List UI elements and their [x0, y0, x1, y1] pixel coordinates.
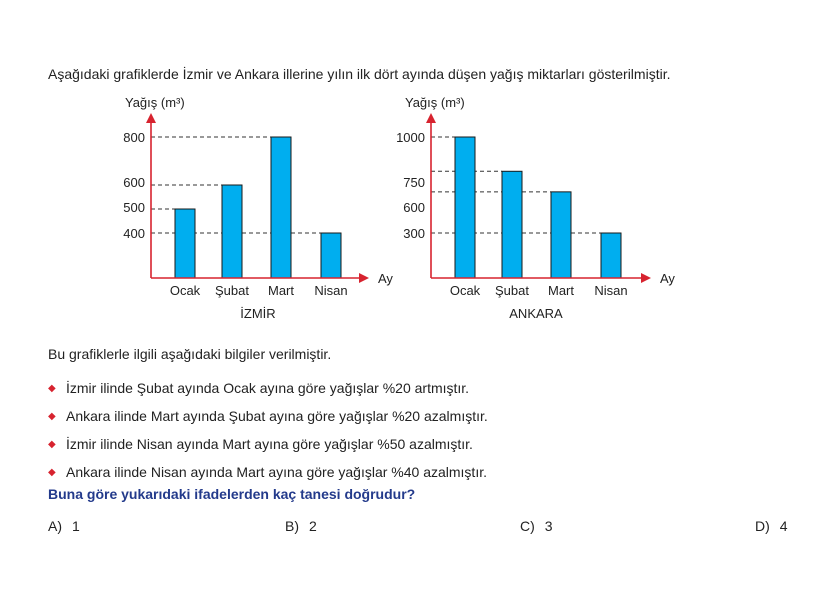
- y-axis-label: Yağış (m³): [125, 95, 185, 110]
- y-tick-label: 400: [123, 226, 145, 241]
- bar: [175, 209, 195, 278]
- chart-title: İZMİR: [240, 306, 276, 321]
- x-tick-label: Nisan: [314, 283, 348, 298]
- statement-item: [48, 458, 488, 486]
- option-c[interactable]: [520, 518, 553, 534]
- chart-title: ANKARA: [509, 306, 563, 321]
- diamond-bullet-icon: ◆: [48, 410, 56, 422]
- x-axis-label: Ay: [378, 271, 393, 286]
- x-tick-label: Mart: [268, 283, 294, 298]
- diamond-bullet-icon: ◆: [48, 438, 56, 450]
- x-tick-label: Mart: [548, 283, 574, 298]
- bar-chart-izmir: [123, 95, 393, 321]
- x-tick-label: Nisan: [594, 283, 628, 298]
- x-tick-label: Ocak: [449, 283, 481, 298]
- y-tick-label: 500: [123, 200, 145, 215]
- info-text: Bu grafiklerle ilgili aşağıdaki bilgiler verilmiştir.: [48, 346, 332, 362]
- option-value: 2: [309, 518, 317, 534]
- intro-text: Aşağıdaki grafiklerde İzmir ve Ankara illerine yılın ilk dört ayında düşen yağış miktarları gösterilmiştir.: [48, 66, 671, 82]
- question-text: Buna göre yukarıdaki ifadelerden kaç tanesi doğrudur?: [48, 486, 416, 502]
- x-tick-label: Şubat: [215, 283, 249, 298]
- y-tick-label: 300: [403, 226, 425, 241]
- bar: [502, 171, 522, 278]
- bar: [601, 233, 621, 278]
- x-tick-label: Ocak: [169, 283, 201, 298]
- option-label: B): [285, 518, 299, 534]
- statement-text: İzmir ilinde Nisan ayında Mart ayına göre yağışlar %50 azalmıştır.: [66, 436, 473, 452]
- bar-chart-ankara: [396, 95, 675, 321]
- option-label: A): [48, 518, 62, 534]
- option-b[interactable]: [285, 518, 317, 534]
- statement-text: Ankara ilinde Mart ayında Şubat ayına göre yağışlar %20 azalmıştır.: [66, 408, 488, 424]
- statement-text: Ankara ilinde Nisan ayında Mart ayına göre yağışlar %40 azalmıştır.: [66, 464, 487, 480]
- statement-item: [48, 374, 488, 402]
- y-tick-label: 1000: [396, 130, 425, 145]
- option-label: D): [755, 518, 770, 534]
- x-tick-label: Şubat: [495, 283, 529, 298]
- statement-text: İzmir ilinde Şubat ayında Ocak ayına göre yağışlar %20 artmıştır.: [66, 380, 470, 396]
- y-tick-label: 750: [403, 175, 425, 190]
- y-tick-label: 600: [403, 200, 425, 215]
- y-axis-label: Yağış (m³): [405, 95, 465, 110]
- x-axis-label: Ay: [660, 271, 675, 286]
- y-tick-label: 800: [123, 130, 145, 145]
- bar: [271, 137, 291, 278]
- option-value: 3: [544, 518, 553, 534]
- bar: [455, 137, 475, 278]
- statement-item: [48, 430, 488, 458]
- option-value: 1: [72, 518, 80, 534]
- bar: [551, 192, 571, 278]
- statement-item: [48, 402, 488, 430]
- bar: [222, 185, 242, 278]
- y-tick-label: 600: [123, 175, 145, 190]
- option-label: C): [520, 518, 535, 534]
- statement-list: [48, 374, 488, 486]
- option-d[interactable]: [755, 518, 788, 534]
- diamond-bullet-icon: ◆: [48, 466, 56, 478]
- bar: [321, 233, 341, 278]
- option-a[interactable]: [48, 518, 80, 534]
- option-value: 4: [779, 518, 788, 534]
- diamond-bullet-icon: ◆: [48, 382, 56, 394]
